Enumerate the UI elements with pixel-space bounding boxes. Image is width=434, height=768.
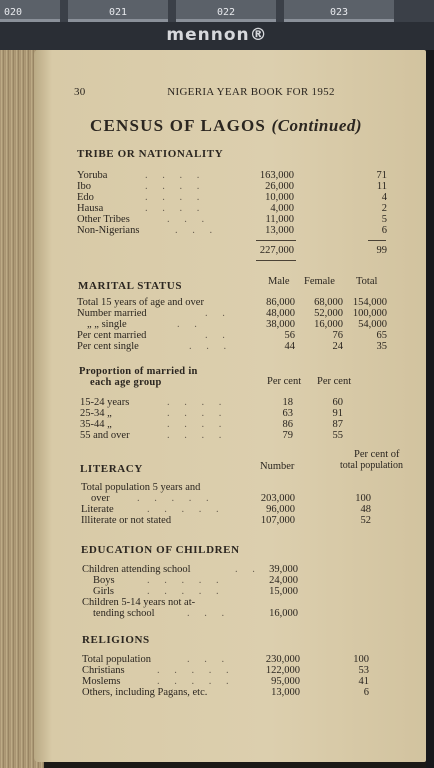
table-row: Hausa . . . . 4,000 2 xyxy=(77,203,387,214)
literacy-heading: LITERACY xyxy=(80,463,143,475)
table-row: Illiterate or not stated 107,000 52 xyxy=(81,515,371,526)
table-row: Children 5-14 years not at- xyxy=(82,597,196,608)
table-row-total: 227,000 99 xyxy=(259,245,387,256)
column-header: Per cent xyxy=(267,376,302,387)
table-row: 15-24 years . . . . 18 60 xyxy=(80,397,343,408)
table-row: Others, including Pagans, etc. 13,000 6 xyxy=(82,687,369,698)
table-row: Moslems . . . . . 95,000 41 xyxy=(82,676,369,687)
title-continued: (Continued) xyxy=(271,116,363,135)
table-row: Literate . . . . . 96,000 48 xyxy=(81,504,371,515)
table-row: Ibo . . . . 26,000 11 xyxy=(77,181,387,192)
column-header: Total xyxy=(356,276,378,287)
table-row: Per cent single . . . 44 24 35 xyxy=(77,341,387,352)
column-header: Per cent xyxy=(317,376,352,387)
table-row: Number married . . 48,000 52,000 100,000 xyxy=(77,308,387,319)
ruler-number: 021 xyxy=(68,0,168,22)
education-heading: EDUCATION OF CHILDREN xyxy=(81,544,240,556)
table-row: Boys . . . . . 24,000 xyxy=(93,575,298,586)
table-row: Girls . . . . . 15,000 xyxy=(93,586,298,597)
table-row: 55 and over . . . . 79 55 xyxy=(80,430,343,441)
total-rule xyxy=(368,240,386,241)
scanner-ruler xyxy=(0,0,434,22)
column-header: Male xyxy=(268,276,290,287)
ruler-number: 020 xyxy=(0,0,60,22)
column-header: Female xyxy=(304,276,335,287)
table-row: Non-Nigerians . . . 13,000 6 xyxy=(77,225,387,236)
table-row: Edo . . . . 10,000 4 xyxy=(77,192,387,203)
column-header: total population xyxy=(340,460,404,471)
table-row: „ „ single . . 38,000 16,000 54,000 xyxy=(87,319,387,330)
table-row: Christians . . . . . 122,000 53 xyxy=(82,665,369,676)
ruler-number: 022 xyxy=(176,0,276,22)
total-rule xyxy=(256,260,296,261)
table-row: Yoruba . . . . 163,000 71 xyxy=(77,170,387,181)
total-rule xyxy=(256,240,296,241)
table-row: Total population . . . 230,000 100 xyxy=(82,654,369,665)
table-row: Total population 5 years and xyxy=(81,482,201,493)
table-row: tending school . . . 16,000 xyxy=(93,608,298,619)
page-number: 30 xyxy=(74,86,86,98)
ruler-number: 023 xyxy=(284,0,394,22)
table-row: Per cent married . . 56 76 65 xyxy=(77,330,387,341)
proportion-heading: each age group xyxy=(90,377,162,388)
title-main: CENSUS OF LAGOS xyxy=(90,116,267,135)
proportion-heading: Proportion of married in xyxy=(79,366,198,377)
religions-heading: RELIGIONS xyxy=(82,634,150,646)
table-row: Other Tribes . . . 11,000 5 xyxy=(77,214,387,225)
tribe-heading: TRIBE OR NATIONALITY xyxy=(77,148,224,160)
table-row: Total 15 years of age and over 86,000 68,000 154,000 xyxy=(77,297,387,308)
table-row: 25-34 „ . . . . 63 91 xyxy=(80,408,343,419)
table-row: over . . . . . 203,000 100 xyxy=(91,493,371,504)
page-header xyxy=(74,86,388,98)
table-row: Children attending school . . 39,000 xyxy=(82,564,298,575)
column-header: Number xyxy=(260,461,295,472)
dark-border xyxy=(426,50,434,768)
scanner-bar xyxy=(0,0,434,50)
scanner-brand-logo: mennon® xyxy=(166,25,268,45)
marital-heading: MARITAL STATUS xyxy=(78,280,183,292)
page-title xyxy=(90,116,400,136)
running-title: NIGERIA YEAR BOOK FOR 1952 xyxy=(167,86,335,98)
table-row: 35-44 „ . . . . 86 87 xyxy=(80,419,343,430)
column-header: Per cent of xyxy=(354,449,400,460)
